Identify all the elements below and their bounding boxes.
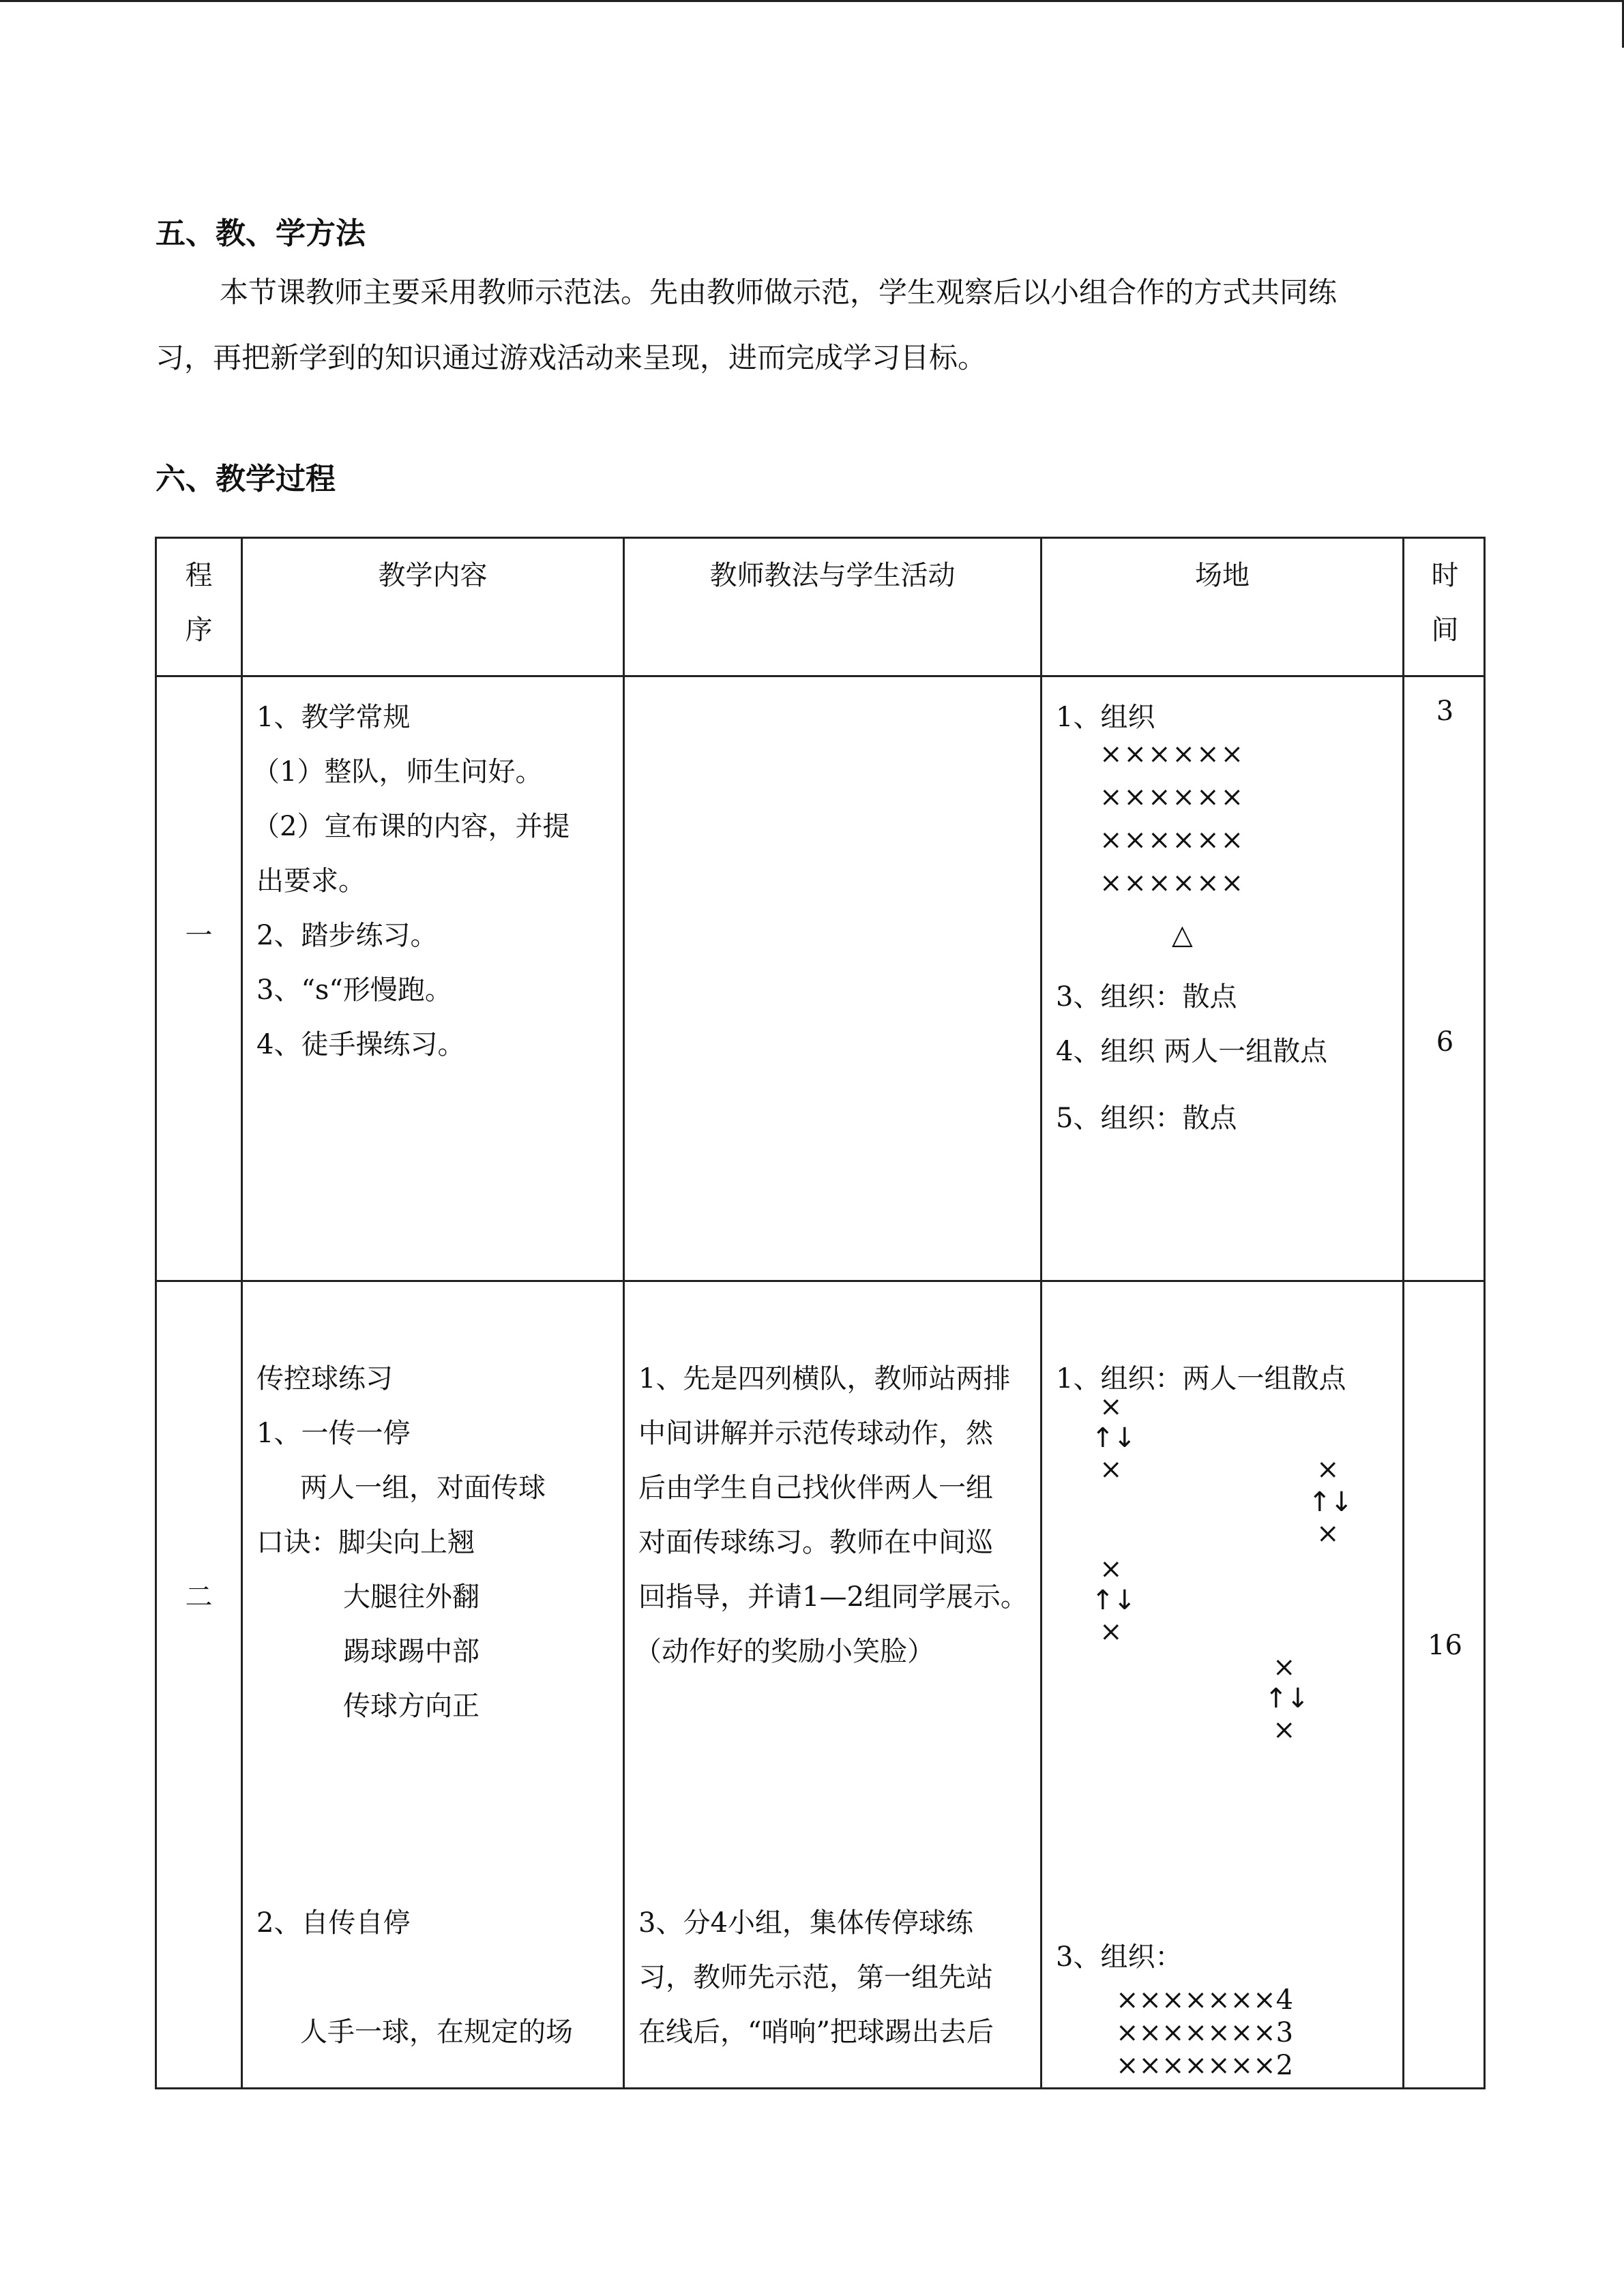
row-1-time-b: 6 xyxy=(1436,1026,1454,1058)
player-mark: × xyxy=(1099,1616,1123,1648)
down-arrow-icon: ↓ xyxy=(1113,1585,1136,1616)
player-mark: × xyxy=(1099,1553,1123,1585)
row-2-content-line: 人手一球，在规定的场 xyxy=(300,2016,573,2048)
section-5-title: 五、教、学方法 xyxy=(156,216,366,251)
row-divider xyxy=(157,1280,1483,1282)
page-top-rule xyxy=(0,0,1624,2)
row-2-content-line: 两人一组，对面传球 xyxy=(300,1472,546,1504)
row-2-content-line: 1、一传一停 xyxy=(256,1418,411,1449)
row-2-method-line: 习，教师先示范，第一组先站 xyxy=(638,1962,993,1993)
row-2-method-line: 3、分4小组，集体传停球练 xyxy=(638,1907,973,1939)
player-mark: × xyxy=(1099,1454,1123,1485)
row-2-content-line: 2、自传自停 xyxy=(256,1907,411,1939)
row-divider xyxy=(157,675,1483,677)
teaching-process-table xyxy=(155,537,1486,2089)
row-2-venue-label-b: 3、组织： xyxy=(1056,1941,1183,1973)
down-arrow-icon: ↓ xyxy=(1286,1683,1310,1714)
row-1-venue-org4: 4、组织 两人一组散点 xyxy=(1056,1036,1328,1067)
player-mark: × xyxy=(1273,1652,1296,1683)
row-2-content-line: 传球方向正 xyxy=(343,1690,479,1722)
formation-row: ×××××× xyxy=(1099,739,1245,770)
player-mark: × xyxy=(1316,1454,1340,1485)
row-1-content-line: 3、“s“形慢跑。 xyxy=(256,974,452,1006)
row-2-content-line: 踢球踢中部 xyxy=(343,1636,479,1667)
row-1-content-line: 出要求。 xyxy=(256,865,366,897)
header-content: 教学内容 xyxy=(378,560,488,591)
formation-row: ×××××× xyxy=(1099,867,1245,899)
row-2-method-line: 对面传球练习。教师在中间巡 xyxy=(638,1527,993,1558)
row-2-method-line: 1、先是四列横队，教师站两排 xyxy=(638,1363,1011,1395)
row-1-time-a: 3 xyxy=(1436,696,1454,727)
header-venue: 场地 xyxy=(1195,560,1250,591)
row-1-venue-org5: 5、组织：散点 xyxy=(1056,1103,1237,1134)
header-method: 教师教法与学生活动 xyxy=(709,560,956,591)
player-mark: × xyxy=(1273,1714,1296,1746)
row-1-venue-label: 1、组织 xyxy=(1056,702,1155,733)
down-arrow-icon: ↓ xyxy=(1113,1422,1136,1454)
row-2-time: 16 xyxy=(1428,1630,1462,1661)
formation-row: ×××××× xyxy=(1099,824,1245,856)
row-1-content-line: （2）宣布课的内容，并提 xyxy=(252,811,570,842)
row-2-method-line: 后由学生自己找伙伴两人一组 xyxy=(638,1472,993,1504)
row-1-content-line: 4、徒手操练习。 xyxy=(256,1029,465,1060)
up-arrow-icon: ↑ xyxy=(1091,1585,1114,1616)
column-divider xyxy=(623,539,625,2087)
header-time-1: 时 xyxy=(1431,560,1459,591)
row-2-content-line: 口诀：脚尖向上翘 xyxy=(256,1527,475,1558)
teacher-triangle-icon: △ xyxy=(1172,919,1193,951)
header-time-2: 间 xyxy=(1431,614,1459,646)
header-seq-2: 序 xyxy=(185,614,213,646)
group-row: ×××××××4 xyxy=(1116,1984,1294,2016)
up-arrow-icon: ↑ xyxy=(1091,1422,1114,1454)
column-divider xyxy=(1040,539,1042,2087)
row-1-venue-org3: 3、组织：散点 xyxy=(1056,981,1237,1013)
row-1-content-line: 2、踏步练习。 xyxy=(256,920,438,951)
player-mark: × xyxy=(1099,1391,1123,1422)
row-2-content-line: 传控球练习 xyxy=(256,1363,393,1395)
player-mark: × xyxy=(1316,1518,1340,1549)
column-divider xyxy=(241,539,243,2087)
row-2-content-line: 大腿往外翻 xyxy=(343,1581,479,1613)
down-arrow-icon: ↓ xyxy=(1330,1487,1353,1518)
paragraph-line: 本节课教师主要采用教师示范法。先由教师做示范，学生观察后以小组合作的方式共同练 xyxy=(220,275,1338,309)
group-row: ×××××××3 xyxy=(1116,2017,1294,2048)
formation-row: ×××××× xyxy=(1099,781,1245,813)
row-1-content-line: （1）整队，师生问好。 xyxy=(252,756,543,788)
row-2-method-line: 回指导，并请1—2组同学展示。 xyxy=(638,1581,1028,1613)
row-2-method-line: （动作好的奖励小笑脸） xyxy=(634,1636,934,1667)
column-divider xyxy=(1402,539,1404,2087)
group-row: ×××××××2 xyxy=(1116,2050,1294,2081)
row-2-method-line: 中间讲解并示范传球动作，然 xyxy=(638,1418,993,1449)
row-1-seq: 一 xyxy=(185,920,213,951)
row-2-venue-label: 1、组织：两人一组散点 xyxy=(1056,1363,1346,1395)
up-arrow-icon: ↑ xyxy=(1308,1487,1331,1518)
row-2-method-line: 在线后，“哨响”把球踢出去后 xyxy=(638,2016,994,2048)
paragraph-line: 习，再把新学到的知识通过游戏活动来呈现，进而完成学习目标。 xyxy=(156,341,987,374)
row-2-seq: 二 xyxy=(185,1581,213,1613)
header-seq-1: 程 xyxy=(185,560,213,591)
section-6-title: 六、教学过程 xyxy=(156,462,336,496)
row-1-content-line: 1、教学常规 xyxy=(256,702,411,733)
up-arrow-icon: ↑ xyxy=(1265,1683,1288,1714)
